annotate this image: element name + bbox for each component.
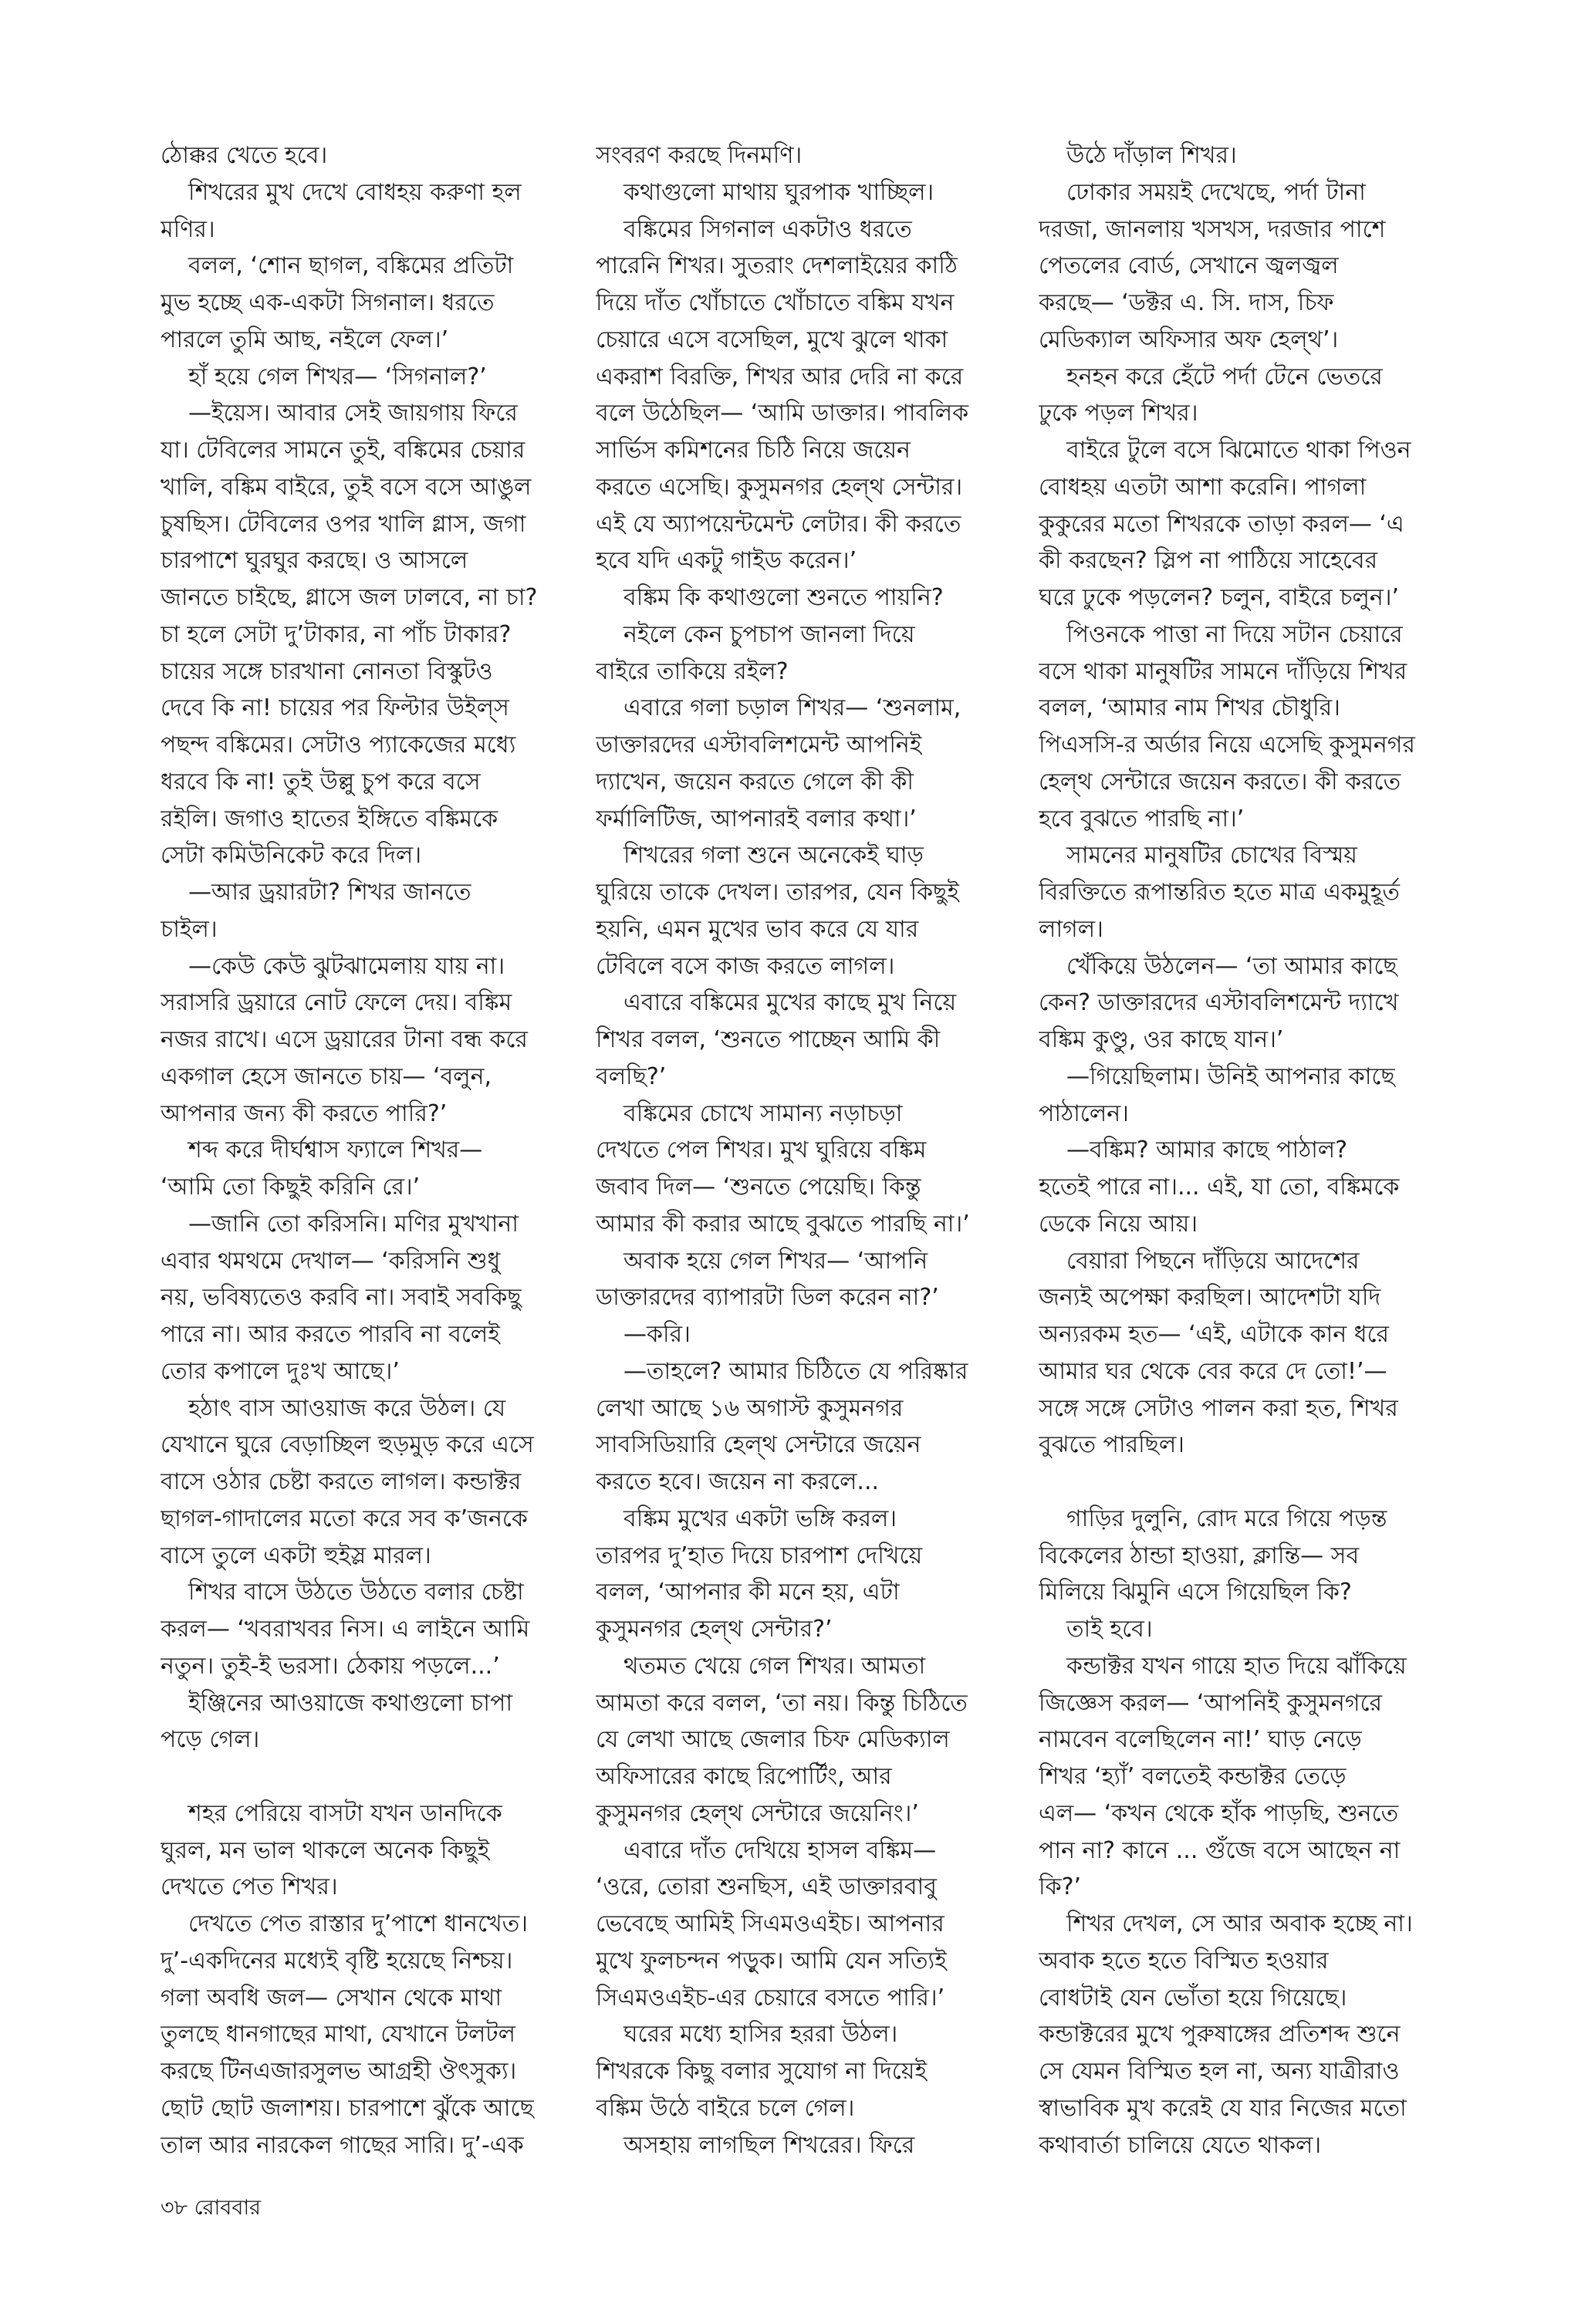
text-line: খালি, বঙ্কিম বাইরে, তুই বসে বসে আঙুল xyxy=(161,473,532,501)
text-line: কন্ডাক্টরের মুখে পুরুষাঙ্গের প্রতিশব্দ শুনে xyxy=(1039,2021,1401,2049)
text-line: সেটা কমিউনিকেট করে দিল। xyxy=(161,842,422,870)
text-line: আমতা করে বলল, ‘তা নয়। কিন্তু চিঠিতে xyxy=(596,1689,968,1717)
text-line: ঢুকে পড়ল শিখর। xyxy=(1039,400,1198,427)
text-line: দেবে কি না! চায়ের পর ফিল্টার উইল্স xyxy=(161,694,509,722)
text-line: ডাক্তারদের ব্যাপারটা ডিল করেন না?’ xyxy=(596,1284,939,1312)
text-column-3 xyxy=(1039,137,1471,2167)
text-line: নতুন। তুই-ই ভরসা। ঠেকায় পড়লে...’ xyxy=(161,1652,500,1680)
text-line: ঠোক্কর খেতে হবে। xyxy=(161,142,328,169)
text-line: তাল আর নারকেল গাছের সারি। দু’-এক xyxy=(161,2131,524,2159)
text-line: চারপাশে ঘুরঘুর করছে। ও আসলে xyxy=(161,547,468,575)
text-line: —করি। xyxy=(623,1321,691,1348)
section-break xyxy=(161,1758,593,1795)
text-line xyxy=(1039,2164,1471,2167)
text-line: —গিয়েছিলাম। উনিই আপনার কাছে xyxy=(1066,1062,1395,1090)
text-line: মুভ হচ্ছে এক-একটা সিগনাল। ধরতে xyxy=(161,289,495,316)
text-line: অফিসারের কাছে রিপোর্টিং, আর xyxy=(596,1763,892,1790)
text-line: বসে থাকা মানুষটির সামনে দাঁড়িয়ে শিখর xyxy=(1039,657,1407,685)
text-line: হেল্থ সেন্টারে জয়েন করতে। কী করতে xyxy=(1039,768,1401,795)
text-line: করল— ‘খবরাখবর নিস। এ লাইনে আমি xyxy=(161,1616,530,1643)
text-line: —জানি তো করিসনি। মণির মুখখানা xyxy=(188,1210,519,1238)
text-line: নয়, ভবিষ্যতেও করবি না। সবাই সবকিছু xyxy=(161,1284,522,1312)
text-line: মেডিক্যাল অফিসার অফ হেল্থ’। xyxy=(1039,326,1339,353)
text-line: সিএমওএইচ-এর চেয়ারে বসতে পারি।’ xyxy=(596,1984,945,2012)
text-line: যা। টেবিলের সামনে তুই, বঙ্কিমের চেয়ার xyxy=(161,437,525,464)
text-line: করতে এসেছি। কুসুমনগর হেল্থ সেন্টার। xyxy=(596,473,963,501)
text-line: দেখতে পেত রাস্তার দু’পাশে ধানখেত। xyxy=(188,1910,528,1937)
text-line: পারে না। আর করতে পারবি না বলেই xyxy=(161,1321,500,1348)
text-line: ঘুরল, মন ভাল থাকলে অনেক কিছুই xyxy=(161,1836,490,1864)
text-line: এবার থমথমে দেখাল— ‘করিসনি শুধু xyxy=(161,1247,501,1275)
text-line: এবারে দাঁত দেখিয়ে হাসল বঙ্কিম— xyxy=(623,1836,937,1864)
text-line: সংবরণ করছে দিনমণি। xyxy=(596,142,803,169)
text-line: —বঙ্কিম? আমার কাছে পাঠাল? xyxy=(1066,1137,1348,1164)
text-line: বোধটাই যেন ভোঁতা হয়ে গিয়েছে। xyxy=(1039,1984,1347,2012)
text-line: বঙ্কিম কি কথাগুলো শুনতে পায়নি? xyxy=(623,584,944,611)
text-line: ঘরে ঢুকে পড়লেন? চলুন, বাইরে চলুন।’ xyxy=(1039,584,1400,611)
text-line: কন্ডাক্টর যখন গায়ে হাত দিয়ে ঝাঁকিয়ে xyxy=(1066,1652,1407,1680)
text-line: নামবেন বলেছিলেন না!’ ঘাড় নেড়ে xyxy=(1039,1726,1362,1754)
text-line: শব্দ করে দীর্ঘশ্বাস ফ্যালে শিখর— xyxy=(188,1137,483,1164)
text-line: অবাক হয়ে গেল শিখর— ‘আপনি xyxy=(623,1247,928,1275)
text-line: বেয়ারা পিছনে দাঁড়িয়ে আদেশের xyxy=(1066,1247,1360,1275)
page-footer: ৩৮ রোববার xyxy=(161,2196,262,2220)
text-line: বলছি?’ xyxy=(596,1062,667,1090)
text-line: দু’-একদিনের মধ্যেই বৃষ্টি হয়েছে নিশ্চয়। xyxy=(161,1947,513,1974)
text-line: মণির। xyxy=(161,215,215,243)
text-line xyxy=(161,2164,593,2167)
text-line: করতে হবে। জয়েন না করলে... xyxy=(596,1468,880,1495)
text-line: দ্যাখেন, জয়েন করতে গেলে কী কী xyxy=(596,768,914,795)
text-line: কেন? ডাক্তারদের এস্টাবলিশমেন্ট দ্যাখে xyxy=(1039,989,1399,1017)
text-line: এই যে অ্যাপয়েন্টমেন্ট লেটার। কী করতে xyxy=(596,510,961,538)
text-line: খেঁকিয়ে উঠলেন— ‘তা আমার কাছে xyxy=(1066,952,1397,980)
text-line: পেতলের বোর্ড, সেখানে জ্বলজ্বল xyxy=(1039,252,1339,280)
text-line: মুখে ফুলচন্দন পড়ুক। আমি যেন সত্যিই xyxy=(596,1947,947,1974)
text-line: ছাগল-গাদালের মতো করে সব ক’জনকে xyxy=(161,1505,528,1532)
text-line: সামনের মানুষটির চোখের বিস্ময় xyxy=(1066,842,1357,870)
text-line: পাঠালেন। xyxy=(1039,1100,1129,1127)
text-line: হবে বুঝতে পারছি না।’ xyxy=(1039,805,1245,833)
text-line: শিখর ‘হ্যাঁ’ বলতেই কন্ডাক্টর তেড়ে xyxy=(1039,1763,1347,1790)
text-line: বাসে তুলে একটা হুইস্ল মারল। xyxy=(161,1542,431,1569)
text-line: করছে— ‘ডক্টর এ. সি. দাস, চিফ xyxy=(1039,289,1334,316)
text-line: কি?’ xyxy=(1039,1873,1082,1901)
text-line: ডেকে নিয়ে আয়। xyxy=(1039,1210,1198,1238)
text-line: বঙ্কিম কুণ্ডু, ওর কাছে যান।’ xyxy=(1039,1026,1284,1053)
text-line: দিয়ে দাঁত খোঁচাতে খোঁচাতে বঙ্কিম যখন xyxy=(596,289,955,316)
text-line: পারলে তুমি আছ, নইলে ফেল।’ xyxy=(161,326,449,353)
text-line: ঢোকার সময়ই দেখেছে, পর্দা টানা xyxy=(1066,178,1366,206)
text-line: চুষছিস। টেবিলের ওপর খালি গ্লাস, জগা xyxy=(161,510,526,538)
text-line: অন্যরকম হত— ‘এই, এটাকে কান ধরে xyxy=(1039,1321,1390,1348)
text-line: ‘আমি তো কিছুই করিনি রে।’ xyxy=(161,1174,421,1201)
text-line: বোধহয় এতটা আশা করেনি। পাগলা xyxy=(1039,473,1367,501)
text-line: ঘুরিয়ে তাকে দেখল। তারপর, যেন কিছুই xyxy=(596,879,959,906)
text-line: গাড়ির দুলুনি, রোদ মরে গিয়ে পড়ন্ত xyxy=(1066,1505,1387,1532)
text-line: কুসুমনগর হেল্থ সেন্টারে জয়েনিং।’ xyxy=(596,1799,919,1827)
text-line: হাঁ হয়ে গেল শিখর— ‘সিগনাল?’ xyxy=(188,363,487,390)
text-line: শিখর বলল, ‘শুনতে পাচ্ছেন আমি কী xyxy=(596,1026,941,1053)
text-line: অসহায় লাগছিল শিখরের। ফিরে xyxy=(623,2131,915,2159)
text-line: শিখরকে কিছু বলার সুযোগ না দিয়েই xyxy=(596,2058,928,2085)
text-line: শিখর দেখল, সে আর অবাক হচ্ছে না। xyxy=(1066,1910,1413,1937)
text-line: বাইরে টুলে বসে ঝিমোতে থাকা পিওন xyxy=(1066,437,1411,464)
text-line: সাবসিডিয়ারি হেল্থ সেন্টারে জয়েন xyxy=(596,1431,921,1459)
text-line: অবাক হতে হতে বিস্মিত হওয়ার xyxy=(1039,1947,1329,1974)
text-line: চায়ের সঙ্গে চারখানা নোনতা বিস্কুটও xyxy=(161,657,493,685)
text-line: বলল, ‘শোন ছাগল, বঙ্কিমের প্রতিটা xyxy=(188,252,514,280)
text-line: হবে যদি একটু গাইড করেন।’ xyxy=(596,547,857,575)
text-line: ভেবেছে আমিই সিএমওএইচ। আপনার xyxy=(596,1910,944,1937)
text-line: থতমত খেয়ে গেল শিখর। আমতা xyxy=(623,1652,926,1680)
text-line: ধরবে কি না! তুই উল্লু চুপ করে বসে xyxy=(161,768,481,795)
text-line: —আর ড্রয়ারটা? শিখর জানতে xyxy=(188,879,471,906)
text-line: ফর্মালিটিজ, আপনারই বলার কথা।’ xyxy=(596,805,917,833)
text-line: দরজা, জানলায় খসখস, দরজার পাশে xyxy=(1039,215,1386,243)
text-line: স্বাভাবিক মুখ করেই যে যার নিজের মতো xyxy=(1039,2094,1407,2122)
text-line: কথাবার্তা চালিয়ে যেতে থাকল। xyxy=(1039,2131,1322,2159)
text-line: বঙ্কিম মুখের একটা ভঙ্গি করল। xyxy=(623,1505,897,1532)
text-line: আমার ঘর থেকে বের করে দে তো!’— xyxy=(1039,1357,1387,1385)
text-line: বাইরে তাকিয়ে রইল? xyxy=(596,657,789,685)
text-line: চা হলে সেটা দু’টাকার, না পাঁচ টাকার? xyxy=(161,620,512,648)
text-line: —কেউ কেউ ঝুটঝামেলায় যায় না। xyxy=(188,952,505,980)
text-line: যে লেখা আছে জেলার চিফ মেডিক্যাল xyxy=(596,1726,950,1754)
text-column-1 xyxy=(161,137,593,2167)
text-line: উঠে দাঁড়াল শিখর। xyxy=(1066,142,1237,169)
text-line: চেয়ারে এসে বসেছিল, মুখে ঝুলে থাকা xyxy=(596,326,948,353)
text-line: তুলছে ধানগাছের মাথা, যেখানে টলটল xyxy=(161,2021,515,2049)
text-line: —তাহলে? আমার চিঠিতে যে পরিষ্কার xyxy=(623,1357,968,1385)
text-line: বিকেলের ঠান্ডা হাওয়া, ক্লান্তি— সব xyxy=(1039,1542,1360,1569)
text-line: সে যেমন বিস্মিত হল না, অন্য যাত্রীরাও xyxy=(1039,2058,1400,2085)
text-line: বঙ্কিম উঠে বাইরে চলে গেল। xyxy=(596,2094,855,2122)
text-line: সঙ্গে সঙ্গে সেটাও পালন করা হত, শিখর xyxy=(1039,1394,1398,1422)
text-line xyxy=(596,2164,1028,2167)
text-line: শিখর বাসে উঠতে উঠতে বলার চেষ্টা xyxy=(188,1579,524,1606)
text-line: মিলিয়ে ঝিমুনি এসে গিয়েছিল কি? xyxy=(1039,1579,1352,1606)
text-line: বলল, ‘আমার নাম শিখর চৌধুরি। xyxy=(1039,694,1340,722)
text-line: পিওনকে পাত্তা না দিয়ে সটান চেয়ারে xyxy=(1066,620,1403,648)
text-line: তোর কপালে দুঃখ আছে।’ xyxy=(161,1357,400,1385)
text-column-2 xyxy=(596,137,1028,2167)
text-line: ছোট ছোট জলাশয়। চারপাশে ঝুঁকে আছে xyxy=(161,2094,534,2122)
text-line: রইলি। জগাও হাতের ইঙ্গিতে বঙ্কিমকে xyxy=(161,805,498,833)
text-line: পছন্দ বঙ্কিমের। সেটাও প্যাকেজের মধ্যে xyxy=(161,731,516,758)
text-line: বিরক্তিতে রূপান্তরিত হতে মাত্র একমুহূর্ত xyxy=(1039,879,1400,906)
text-line: দেখতে পেল শিখর। মুখ ঘুরিয়ে বঙ্কিম xyxy=(596,1137,927,1164)
text-line: হনহন করে হেঁটে পর্দা টেনে ভেতরে xyxy=(1066,363,1383,390)
text-line: পান না? কানে ... গুঁজে বসে আছেন না xyxy=(1039,1836,1401,1864)
text-line: পিএসসি-র অর্ডার নিয়ে এসেছি কুসুমনগর xyxy=(1039,731,1415,758)
section-break xyxy=(1039,1464,1471,1501)
text-line: ডাক্তারদের এস্টাবলিশমেন্ট আপনিই xyxy=(596,731,922,758)
text-line: বুঝতে পারছিল। xyxy=(1039,1431,1184,1459)
text-line: বঙ্কিমের সিগনাল একটাও ধরতে xyxy=(623,215,912,243)
text-line: চাইল। xyxy=(161,915,218,943)
text-line: এল— ‘কখন থেকে হাঁক পাড়ছি, শুনতে xyxy=(1039,1799,1399,1827)
text-line: জন্যই অপেক্ষা করছিল। আদেশটা যদি xyxy=(1039,1284,1381,1312)
text-line: এবারে গলা চড়াল শিখর— ‘শুনলাম, xyxy=(623,694,961,722)
text-line: পারেনি শিখর। সুতরাং দেশলাইয়ের কাঠি xyxy=(596,252,958,280)
text-line: লেখা আছে ১৬ অগাস্ট কুসুমনগর xyxy=(596,1394,904,1422)
text-line: জানতে চাইছে, গ্লাসে জল ঢালবে, না চা? xyxy=(161,584,538,611)
text-line: দেখতে পেত শিখর। xyxy=(161,1873,338,1901)
text-line: গলা অবধি জল— সেখান থেকে মাথা xyxy=(161,1984,502,2012)
text-line: ইঞ্জিনের আওয়াজে কথাগুলো চাপা xyxy=(188,1689,513,1717)
text-line: সরাসরি ড্রয়ারে নোট ফেলে দেয়। বঙ্কিম xyxy=(161,989,512,1017)
text-line: হয়নি, এমন মুখের ভাব করে যে যার xyxy=(596,915,919,943)
text-line: কুকুরের মতো শিখরকে তাড়া করল— ‘এ xyxy=(1039,510,1404,538)
text-line: শহর পেরিয়ে বাসটা যখন ডানদিকে xyxy=(188,1799,502,1827)
text-line: হতেই পারে না।... এই, যা তো, বঙ্কিমকে xyxy=(1039,1174,1400,1201)
text-line: শিখরের মুখ দেখে বোধহয় করুণা হল xyxy=(188,178,522,206)
text-line: বঙ্কিমের চোখে সামান্য নড়াচড়া xyxy=(623,1100,903,1127)
text-line: নইলে কেন চুপচাপ জানলা দিয়ে xyxy=(623,620,915,648)
text-line: সার্ভিস কমিশনের চিঠি নিয়ে জয়েন xyxy=(596,437,911,464)
text-line: কী করছেন? স্লিপ না পাঠিয়ে সাহেবের xyxy=(1039,547,1378,575)
text-line: যেখানে ঘুরে বেড়াচ্ছিল হুড়মুড় করে এসে xyxy=(161,1431,534,1459)
text-line: বলল, ‘আপনার কী মনে হয়, এটা xyxy=(596,1579,900,1606)
text-line: জিজ্ঞেস করল— ‘আপনিই কুসুমনগরে xyxy=(1039,1689,1383,1717)
text-line: —ইয়েস। আবার সেই জায়গায় ফিরে xyxy=(188,400,518,427)
text-line: টেবিলে বসে কাজ করতে লাগল। xyxy=(596,952,895,980)
text-line: পড়ে গেল। xyxy=(161,1726,260,1754)
text-line: ‘ওরে, তোরা শুনছিস, এই ডাক্তারবাবু xyxy=(596,1873,937,1901)
text-line: হঠাৎ বাস আওয়াজ করে উঠল। যে xyxy=(188,1394,506,1422)
text-line: বাসে ওঠার চেষ্টা করতে লাগল। কন্ডাক্টর xyxy=(161,1468,522,1495)
text-line: আমার কী করার আছে বুঝতে পারছি না।’ xyxy=(596,1210,970,1238)
text-line: নজর রাখে। এসে ড্রয়ারের টানা বন্ধ করে xyxy=(161,1026,528,1053)
text-line: কুসুমনগর হেল্থ সেন্টার?’ xyxy=(596,1616,833,1643)
text-line: জবাব দিল— ‘শুনতে পেয়েছি। কিন্তু xyxy=(596,1174,921,1201)
text-line: একরাশ বিরক্তি, শিখর আর দেরি না করে xyxy=(596,363,964,390)
text-line: আপনার জন্য কী করতে পারি?’ xyxy=(161,1100,448,1127)
text-line: শিখরের গলা শুনে অনেকেই ঘাড় xyxy=(623,842,924,870)
text-line: একগাল হেসে জানতে চায়— ‘বলুন, xyxy=(161,1062,492,1090)
text-line: ঘরের মধ্যে হাসির হররা উঠল। xyxy=(623,2021,898,2049)
text-line: করছে টিনএজারসুলভ আগ্রহী ঔৎসুক্য। xyxy=(161,2058,517,2085)
text-line: কথাগুলো মাথায় ঘুরপাক খাচ্ছিল। xyxy=(623,178,934,206)
text-line: তাই হবে। xyxy=(1066,1616,1153,1643)
text-line: তারপর দু’হাত দিয়ে চারপাশ দেখিয়ে xyxy=(596,1542,923,1569)
text-line: এবারে বঙ্কিমের মুখের কাছে মুখ নিয়ে xyxy=(623,989,957,1017)
text-line: বলে উঠেছিল— ‘আমি ডাক্তার। পাবলিক xyxy=(596,400,969,427)
text-line: লাগল। xyxy=(1039,915,1103,943)
